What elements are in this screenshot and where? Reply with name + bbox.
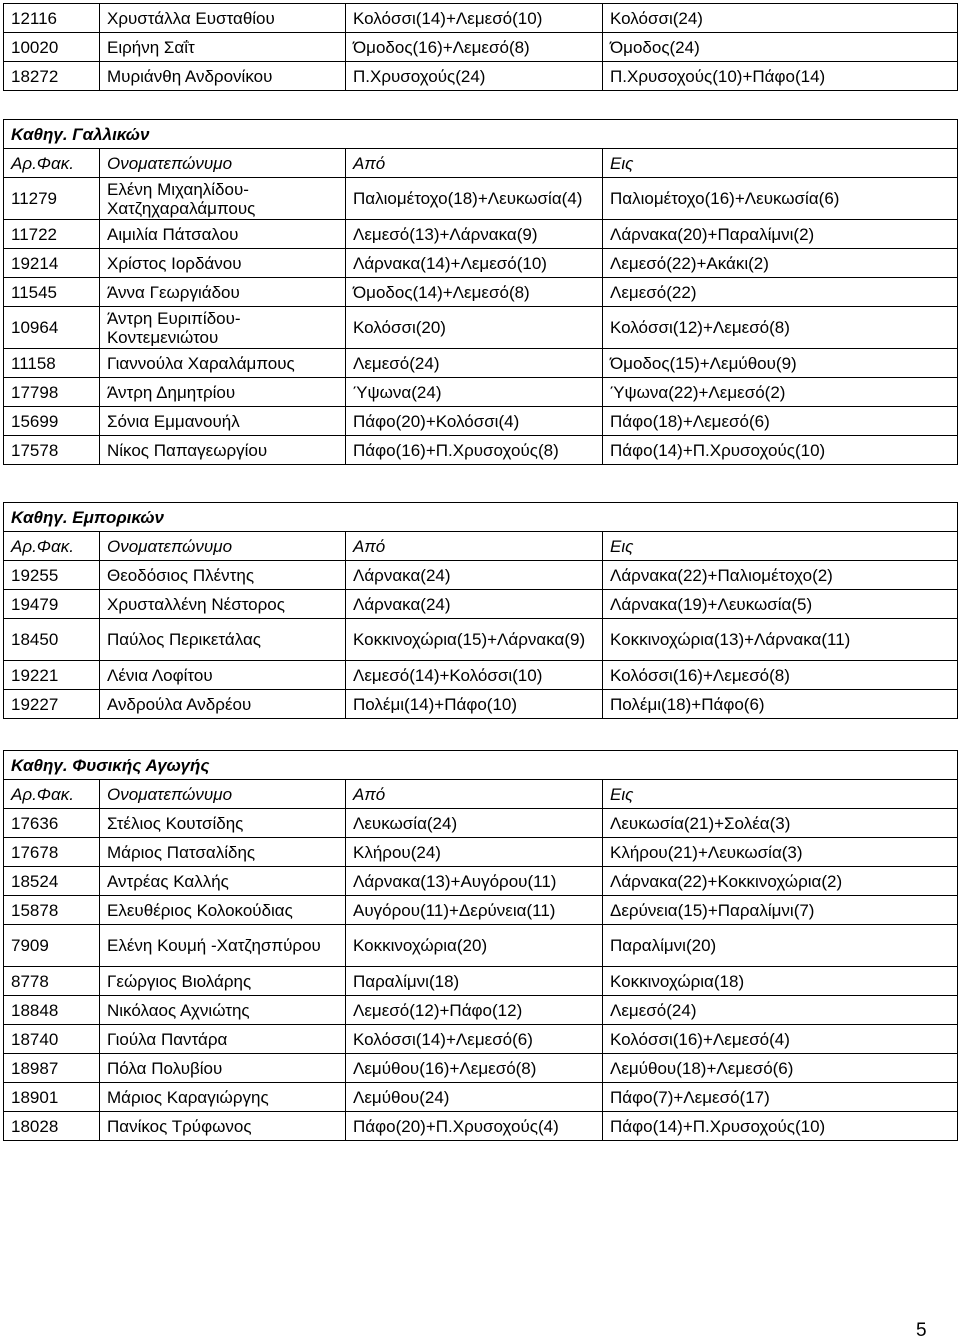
- table-cell: Όμοδος(14)+Λεμεσό(8): [346, 278, 603, 307]
- table-cell: Χρυστάλλα Ευσταθίου: [100, 4, 346, 33]
- table-cell: Λεμεσό(14)+Κολόσσι(10): [346, 661, 603, 690]
- table-row: [4, 809, 958, 838]
- table-cell: Όμοδος(16)+Λεμεσό(8): [346, 33, 603, 62]
- table-cell: Κοκκινοχώρια(18): [603, 967, 958, 996]
- table-cell: Κολόσσι(16)+Λεμεσό(4): [603, 1025, 958, 1054]
- table-cell: Πάφο(18)+Λεμεσό(6): [603, 407, 958, 436]
- table-cell: 19221: [4, 661, 100, 690]
- table-cell: Άννα Γεωργιάδου: [100, 278, 346, 307]
- table-row: [4, 349, 958, 378]
- table-cell: Γεώργιος Βιολάρης: [100, 967, 346, 996]
- table-row: [4, 378, 958, 407]
- table-cell: Άντρη Ευριπίδου-Κοντεμενιώτου: [100, 307, 346, 349]
- table-cell: Λεμεσό(13)+Λάρνακα(9): [346, 220, 603, 249]
- table-cell: Αυγόρου(11)+Δερύνεια(11): [346, 896, 603, 925]
- table-cell: Ελένη Μιχαηλίδου-Χατζηχαραλάμπους: [100, 178, 346, 220]
- table-cell: Χρυσταλλένη Νέστορος: [100, 590, 346, 619]
- table-cell: 17678: [4, 838, 100, 867]
- table-cell: Μυριάνθη Ανδρονίκου: [100, 62, 346, 91]
- table-cell: Λάρνακα(14)+Λεμεσό(10): [346, 249, 603, 278]
- column-header: Αρ.Φακ.: [4, 780, 100, 809]
- table-cell: Παλιομέτοχο(16)+Λευκωσία(6): [603, 178, 958, 220]
- table-cell: 7909: [4, 925, 100, 967]
- table-cell: Μάριος Πατσαλίδης: [100, 838, 346, 867]
- table-cell: Παύλος Περικετάλας: [100, 619, 346, 661]
- table-row: [4, 996, 958, 1025]
- table-cell: Λάρνακα(22)+Κοκκινοχώρια(2): [603, 867, 958, 896]
- table-cell: 10964: [4, 307, 100, 349]
- table-cell: Κλήρου(21)+Λευκωσία(3): [603, 838, 958, 867]
- table-cell: Παλιομέτοχο(18)+Λευκωσία(4): [346, 178, 603, 220]
- table-cell: Θεοδόσιος Πλέντης: [100, 561, 346, 590]
- table-cell: Λεμεσό(22): [603, 278, 958, 307]
- table-cell: Όμοδος(15)+Λεμύθου(9): [603, 349, 958, 378]
- table-cell: 18450: [4, 619, 100, 661]
- table-header-row: [4, 149, 958, 178]
- table-row: [4, 436, 958, 465]
- table-row: [4, 407, 958, 436]
- table-caption: Καθηγ. Γαλλικών: [4, 120, 958, 149]
- column-header: Ονοματεπώνυμο: [100, 532, 346, 561]
- table-cell: Λάρνακα(24): [346, 590, 603, 619]
- column-header: Από: [346, 149, 603, 178]
- table-cell: Π.Χρυσοχούς(10)+Πάφο(14): [603, 62, 958, 91]
- table-cell: Χρίστος Ιορδάνου: [100, 249, 346, 278]
- table-cell: Μάριος Καραγιώργης: [100, 1083, 346, 1112]
- table-header-row: [4, 780, 958, 809]
- table-cell: Κολόσσι(12)+Λεμεσό(8): [603, 307, 958, 349]
- table-cell: Λευκωσία(24): [346, 809, 603, 838]
- table-cell: Ελένη Κουμή -Χατζησπύρου: [100, 925, 346, 967]
- table-cell: 15699: [4, 407, 100, 436]
- table-cell: Παραλίμνι(20): [603, 925, 958, 967]
- table-cell: 15878: [4, 896, 100, 925]
- table-row: [4, 178, 958, 220]
- table-row: [4, 1112, 958, 1141]
- table-cell: 19214: [4, 249, 100, 278]
- table-cell: Λάρνακα(13)+Αυγόρου(11): [346, 867, 603, 896]
- table-cell: Κλήρου(24): [346, 838, 603, 867]
- column-header: Εις: [603, 532, 958, 561]
- table-caption-row: [4, 751, 958, 780]
- table-cell: Λάρνακα(20)+Παραλίμνι(2): [603, 220, 958, 249]
- table-cell: Λεμεσό(12)+Πάφο(12): [346, 996, 603, 1025]
- table-cell: 19227: [4, 690, 100, 719]
- table-cell: Λεμεσό(22)+Ακάκι(2): [603, 249, 958, 278]
- table-cell: 18987: [4, 1054, 100, 1083]
- table-row: [4, 249, 958, 278]
- table-cell: Λευκωσία(21)+Σολέα(3): [603, 809, 958, 838]
- column-header: Από: [346, 532, 603, 561]
- column-header: Αρ.Φακ.: [4, 149, 100, 178]
- table-cell: Πανίκος Τρύφωνος: [100, 1112, 346, 1141]
- table-cell: Λεμεσό(24): [603, 996, 958, 1025]
- table-cell: Κοκκινοχώρια(15)+Λάρνακα(9): [346, 619, 603, 661]
- table-row: [4, 838, 958, 867]
- table-cell: Γιούλα Παντάρα: [100, 1025, 346, 1054]
- table-cell: Ανδρούλα Ανδρέου: [100, 690, 346, 719]
- table-row: [4, 33, 958, 62]
- table-cell: Πάφο(7)+Λεμεσό(17): [603, 1083, 958, 1112]
- table-cell: Πάφο(14)+Π.Χρυσοχούς(10): [603, 436, 958, 465]
- table-cell: Λάρνακα(22)+Παλιομέτοχο(2): [603, 561, 958, 590]
- table-caption: Καθηγ. Εμπορικών: [4, 503, 958, 532]
- table-cell: Πολέμι(14)+Πάφο(10): [346, 690, 603, 719]
- table-cell: 19479: [4, 590, 100, 619]
- column-header: Εις: [603, 149, 958, 178]
- table-cell: Πολέμι(18)+Πάφο(6): [603, 690, 958, 719]
- table-cell: Πάφο(20)+Π.Χρυσοχούς(4): [346, 1112, 603, 1141]
- table-row: [4, 1083, 958, 1112]
- table-row: [4, 278, 958, 307]
- table-cell: 18524: [4, 867, 100, 896]
- table-row: [4, 307, 958, 349]
- table-cell: 11158: [4, 349, 100, 378]
- table-cell: 11545: [4, 278, 100, 307]
- table-cell: 17636: [4, 809, 100, 838]
- table-cell: Γιαννούλα Χαραλάμπους: [100, 349, 346, 378]
- table-cell: Κολόσσι(20): [346, 307, 603, 349]
- table-row: [4, 661, 958, 690]
- table-row: [4, 1054, 958, 1083]
- table-cell: Κολόσσι(16)+Λεμεσό(8): [603, 661, 958, 690]
- table-cell: Στέλιος Κουτσίδης: [100, 809, 346, 838]
- table-cell: Λεμύθου(16)+Λεμεσό(8): [346, 1054, 603, 1083]
- table-row: [4, 896, 958, 925]
- table-cell: Νικόλαος Αχνιώτης: [100, 996, 346, 1025]
- table-cell: 11279: [4, 178, 100, 220]
- table-caption-row: [4, 120, 958, 149]
- table-row: [4, 62, 958, 91]
- table-row: [4, 561, 958, 590]
- table-cell: Κολόσσι(24): [603, 4, 958, 33]
- table-cell: Ελευθέριος Κολοκούδιας: [100, 896, 346, 925]
- table-cell: Παραλίμνι(18): [346, 967, 603, 996]
- table-cell: Λένια Λοφίτου: [100, 661, 346, 690]
- transfer-table: [3, 119, 958, 465]
- table-cell: 11722: [4, 220, 100, 249]
- column-header: Εις: [603, 780, 958, 809]
- table-cell: Ύψωνα(22)+Λεμεσό(2): [603, 378, 958, 407]
- column-header: Ονοματεπώνυμο: [100, 780, 346, 809]
- table-cell: Λεμεσό(24): [346, 349, 603, 378]
- table-cell: 18901: [4, 1083, 100, 1112]
- table-cell: Λεμύθου(18)+Λεμεσό(6): [603, 1054, 958, 1083]
- table-cell: Δερύνεια(15)+Παραλίμνι(7): [603, 896, 958, 925]
- table-cell: Αιμιλία Πάτσαλου: [100, 220, 346, 249]
- table-row: [4, 220, 958, 249]
- table-row: [4, 1025, 958, 1054]
- table-cell: 8778: [4, 967, 100, 996]
- table-cell: Κοκκινοχώρια(20): [346, 925, 603, 967]
- table-cell: Κολόσσι(14)+Λεμεσό(6): [346, 1025, 603, 1054]
- column-header: Αρ.Φακ.: [4, 532, 100, 561]
- column-header: Ονοματεπώνυμο: [100, 149, 346, 178]
- table-cell: Π.Χρυσοχούς(24): [346, 62, 603, 91]
- transfer-table: [3, 3, 958, 91]
- table-row: [4, 619, 958, 661]
- table-cell: Άντρη Δημητρίου: [100, 378, 346, 407]
- table-row: [4, 590, 958, 619]
- table-cell: 18740: [4, 1025, 100, 1054]
- table-cell: 18272: [4, 62, 100, 91]
- table-cell: Νίκος Παπαγεωργίου: [100, 436, 346, 465]
- table-row: [4, 967, 958, 996]
- table-cell: Πόλα Πολυβίου: [100, 1054, 346, 1083]
- table-cell: Κοκκινοχώρια(13)+Λάρνακα(11): [603, 619, 958, 661]
- table-cell: Σόνια Εμμανουήλ: [100, 407, 346, 436]
- transfer-table: [3, 750, 958, 1141]
- table-cell: Αντρέας Καλλής: [100, 867, 346, 896]
- table-cell: 19255: [4, 561, 100, 590]
- table-cell: Ειρήνη Σαΐτ: [100, 33, 346, 62]
- table-cell: 12116: [4, 4, 100, 33]
- table-cell: Λάρνακα(19)+Λευκωσία(5): [603, 590, 958, 619]
- table-row: [4, 690, 958, 719]
- table-cell: Όμοδος(24): [603, 33, 958, 62]
- table-cell: Λεμύθου(24): [346, 1083, 603, 1112]
- table-cell: 18028: [4, 1112, 100, 1141]
- transfer-table: [3, 502, 958, 719]
- table-caption-row: [4, 503, 958, 532]
- page-number: 5: [916, 1320, 927, 1341]
- table-caption: Καθηγ. Φυσικής Αγωγής: [4, 751, 958, 780]
- table-cell: Πάφο(20)+Κολόσσι(4): [346, 407, 603, 436]
- table-cell: 17798: [4, 378, 100, 407]
- column-header: Από: [346, 780, 603, 809]
- table-cell: 18848: [4, 996, 100, 1025]
- table-row: [4, 867, 958, 896]
- table-cell: 10020: [4, 33, 100, 62]
- table-header-row: [4, 532, 958, 561]
- table-row: [4, 4, 958, 33]
- table-cell: Κολόσσι(14)+Λεμεσό(10): [346, 4, 603, 33]
- table-cell: 17578: [4, 436, 100, 465]
- table-cell: Πάφο(16)+Π.Χρυσοχούς(8): [346, 436, 603, 465]
- table-cell: Πάφο(14)+Π.Χρυσοχούς(10): [603, 1112, 958, 1141]
- table-row: [4, 925, 958, 967]
- table-cell: Ύψωνα(24): [346, 378, 603, 407]
- table-cell: Λάρνακα(24): [346, 561, 603, 590]
